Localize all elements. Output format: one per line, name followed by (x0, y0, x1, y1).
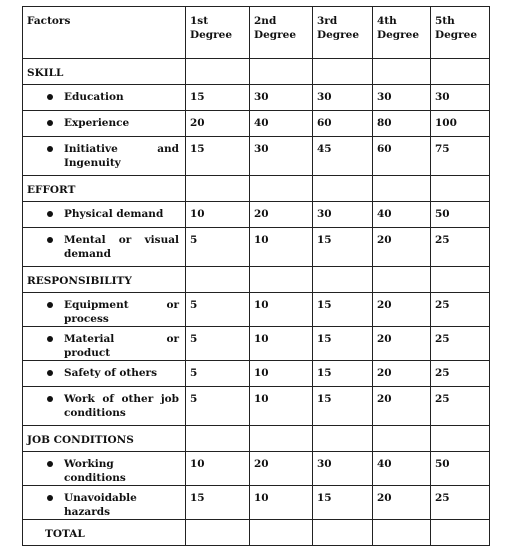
table-row (23, 486, 490, 520)
degree-value: 20 (186, 111, 250, 137)
degree-value: 20 (250, 452, 313, 486)
header-degree-1: 1st Degree (186, 7, 250, 59)
degree-value: 5 (186, 228, 250, 267)
section-row-effort (23, 176, 490, 202)
header-degree-5: 5th Degree (431, 7, 490, 59)
job-evaluation-factors-table (22, 6, 490, 546)
table-row (23, 293, 490, 327)
bullet-icon (47, 120, 53, 126)
degree-value: 20 (373, 387, 431, 426)
table-row (23, 228, 490, 267)
factor-label: Education (64, 91, 124, 103)
degree-value: 30 (313, 202, 373, 228)
degree-value: 75 (431, 137, 490, 176)
section-row-job-conditions (23, 426, 490, 452)
degree-value: 50 (431, 452, 490, 486)
degree-value: 20 (373, 293, 431, 327)
degree-value: 20 (373, 486, 431, 520)
degree-value: 10 (250, 486, 313, 520)
table-row (23, 452, 490, 486)
degree-value: 15 (186, 137, 250, 176)
degree-value: 25 (431, 387, 490, 426)
degree-value: 5 (186, 387, 250, 426)
section-title: RESPONSIBILITY (23, 267, 186, 293)
bullet-icon (47, 302, 53, 308)
degree-value: 60 (373, 137, 431, 176)
degree-value: 15 (313, 361, 373, 387)
degree-value: 25 (431, 361, 490, 387)
degree-value: 45 (313, 137, 373, 176)
degree-value: 10 (250, 361, 313, 387)
degree-value: 25 (431, 228, 490, 267)
bullet-icon (47, 461, 53, 467)
degree-value: 30 (313, 85, 373, 111)
degree-value: 5 (186, 293, 250, 327)
table-row (23, 387, 490, 426)
factor-label: Experience (64, 117, 130, 129)
factor-label: Work of other job conditions (64, 393, 179, 419)
factor-label: Physical demand (64, 208, 164, 220)
factor-label: Mental or visual demand (64, 234, 179, 260)
degree-value: 10 (250, 228, 313, 267)
degree-value: 15 (186, 486, 250, 520)
factor-label: Material or product (64, 333, 179, 359)
table-row (23, 137, 490, 176)
degree-value: 5 (186, 361, 250, 387)
table-row (23, 111, 490, 137)
header-degree-4: 4th Degree (373, 7, 431, 59)
total-label: TOTAL (45, 528, 85, 540)
degree-value: 100 (431, 111, 490, 137)
bullet-icon (47, 396, 53, 402)
header-degree-3: 3rd Degree (313, 7, 373, 59)
bullet-icon (47, 495, 53, 501)
degree-value: 10 (250, 387, 313, 426)
degree-value: 15 (313, 228, 373, 267)
degree-value: 40 (250, 111, 313, 137)
bullet-icon (47, 211, 53, 217)
table-row (23, 361, 490, 387)
degree-value: 30 (373, 85, 431, 111)
degree-value: 20 (373, 327, 431, 361)
section-row-skill (23, 59, 490, 85)
bullet-icon (47, 237, 53, 243)
degree-value: 5 (186, 327, 250, 361)
degree-value: 30 (250, 137, 313, 176)
degree-value: 10 (250, 327, 313, 361)
factor-label: Unavoidable hazards (64, 492, 137, 518)
degree-value: 10 (186, 202, 250, 228)
table-row (23, 327, 490, 361)
degree-value: 15 (313, 486, 373, 520)
factor-label: Equipment or process (64, 299, 179, 325)
degree-value: 50 (431, 202, 490, 228)
section-title: EFFORT (23, 176, 186, 202)
bullet-icon (47, 94, 53, 100)
degree-value: 10 (186, 452, 250, 486)
table-row (23, 85, 490, 111)
bullet-icon (47, 370, 53, 376)
degree-value: 25 (431, 486, 490, 520)
degree-value: 25 (431, 327, 490, 361)
degree-value: 80 (373, 111, 431, 137)
total-row (23, 520, 490, 546)
bullet-icon (47, 146, 53, 152)
degree-value: 15 (313, 387, 373, 426)
degree-value: 20 (373, 228, 431, 267)
degree-value: 30 (313, 452, 373, 486)
table-header-row (23, 7, 490, 59)
table-row (23, 202, 490, 228)
degree-value: 20 (373, 361, 431, 387)
degree-value: 10 (250, 293, 313, 327)
bullet-icon (47, 336, 53, 342)
factor-label: Initiative and Ingenuity (64, 143, 179, 169)
factor-label: Working conditions (64, 458, 126, 484)
degree-value: 40 (373, 452, 431, 486)
degree-value: 15 (313, 293, 373, 327)
section-title: JOB CONDITIONS (23, 426, 186, 452)
degree-value: 25 (431, 293, 490, 327)
section-title: SKILL (23, 59, 186, 85)
degree-value: 60 (313, 111, 373, 137)
factor-label: Safety of others (64, 367, 157, 379)
degree-value: 20 (250, 202, 313, 228)
header-factors: Factors (23, 7, 186, 59)
degree-value: 15 (186, 85, 250, 111)
header-degree-2: 2nd Degree (250, 7, 313, 59)
degree-value: 40 (373, 202, 431, 228)
section-row-responsibility (23, 267, 490, 293)
degree-value: 15 (313, 327, 373, 361)
degree-value: 30 (431, 85, 490, 111)
degree-value: 30 (250, 85, 313, 111)
